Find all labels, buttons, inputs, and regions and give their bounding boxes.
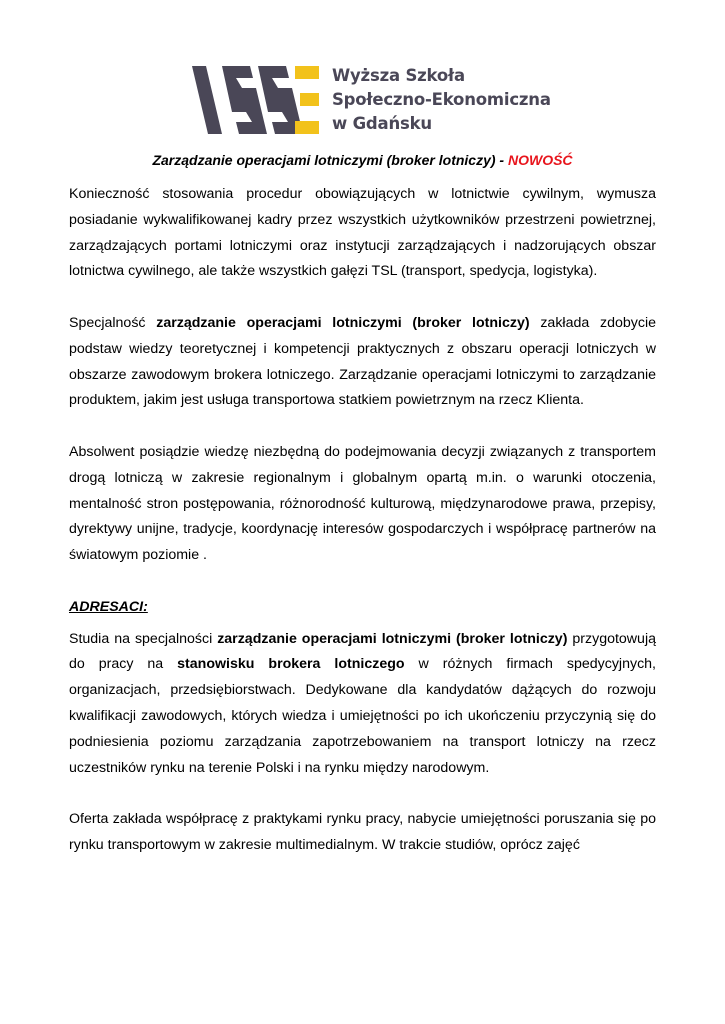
adresaci-position: stanowisku brokera lotniczego bbox=[177, 656, 405, 673]
title-new-badge: NOWOŚĆ bbox=[507, 152, 573, 168]
page-title bbox=[0, 150, 725, 170]
logo-text bbox=[332, 64, 551, 136]
p2-text-c: zakłada zdobycie podstaw wiedzy teoretycznej i kompetencji praktycznych z obszaru operacji lotniczych w obszarze zawodowym brokera lotniczego. Zarządzanie operacjami lotniczymi to zarządzanie produktem, jakim jest usługa transportowa statkiem powietrznym na rzecz Klienta. bbox=[69, 314, 656, 409]
paragraph-offer: Oferta zakłada współpracę z praktykami rynku pracy, nabycie umiejętności poruszania się po rynku transportowym w zakresie multimedialnym. W trakcie studiów, oprócz zajęć bbox=[69, 811, 656, 853]
logo-line-1: Wyższa Szkoła bbox=[332, 66, 465, 85]
paragraph-specialty bbox=[69, 311, 656, 414]
p2-specialty-name: zarządzanie operacjami lotniczymi (broker lotniczy) bbox=[156, 314, 530, 331]
university-logo bbox=[192, 66, 551, 138]
adresaci-specialty-name: zarządzanie operacjami lotniczymi (broker lotniczy) bbox=[217, 630, 568, 647]
logo-line-2: Społeczno-Ekonomiczna bbox=[332, 90, 551, 109]
wsse-logo-mark bbox=[192, 66, 324, 134]
logo-line-3: w Gdańsku bbox=[332, 114, 432, 133]
p2-text-a: Specjalność bbox=[69, 314, 157, 331]
title-main: Zarządzanie operacjami lotniczymi (broker lotniczy) - bbox=[152, 152, 508, 168]
paragraph-intro: Konieczność stosowania procedur obowiązujących w lotnictwie cywilnym, wymusza posiadanie wykwalifikowanej kadry przez wszystkich użytkowników przestrzeni powietrznej, zarządzających portami lotniczymi oraz instytucji zarządzających i nadzorujących obszar lotnictwa cywilnego, ale także wszystkich gałęzi TSL (transport, spedycja, logistyka). bbox=[69, 186, 656, 280]
section-heading-adresaci: ADRESACI: bbox=[69, 598, 148, 615]
adresaci-text-c: przygotowują do pracy na bbox=[69, 630, 656, 673]
document-body bbox=[69, 182, 656, 885]
paragraph-graduate: Absolwent posiądzie wiedzę niezbędną do podejmowania decyzji związanych z transportem drogą lotniczą w zakresie regionalnym i globalnym opartą m.in. o warunki otoczenia, mentalność stron postępowania, różnorodność kulturową, międzynarodowe prawa, przepisy, dyrektywy unijne, tradycje, koordynację interesów gospodarczych i współpracę partnerów na światowym poziomie . bbox=[69, 443, 656, 564]
adresaci-text-e: w różnych firmach spedycyjnych, organizacjach, przedsiębiorstwach. Dedykowane dla kandydatów dążących do rozwoju kwalifikacji zawodowych, których wiedza i umiejętności po ich ukończeniu przyczynią się do podniesienia poziomu zarządzania zapotrzebowaniem na transport lotniczy na rzecz uczestników rynku na terenie Polski i na rynku między narodowym. bbox=[69, 656, 656, 776]
paragraph-adresaci bbox=[69, 627, 656, 782]
adresaci-text-a: Studia na specjalności bbox=[69, 630, 218, 647]
